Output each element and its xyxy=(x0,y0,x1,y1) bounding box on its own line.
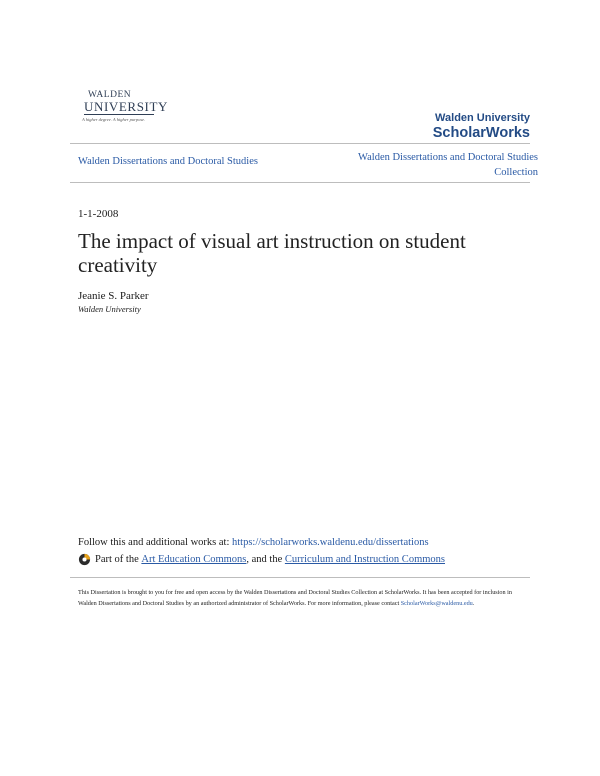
logo-rule xyxy=(84,114,154,115)
curriculum-instruction-commons-link[interactable]: Curriculum and Instruction Commons xyxy=(284,554,445,565)
part-of-middle: , and the xyxy=(246,554,283,565)
collection-link-right-line1[interactable]: Walden Dissertations and Doctoral Studies xyxy=(358,152,538,163)
logo-walden-text: WALDEN xyxy=(88,90,132,100)
commons-network-icon xyxy=(78,553,91,566)
notice-divider xyxy=(70,577,530,578)
contact-email-link[interactable]: ScholarWorks@waldenu.edu xyxy=(400,600,473,607)
notice-text-end: . xyxy=(472,600,475,607)
repository-name-line1: Walden University xyxy=(435,112,530,124)
collection-link-right[interactable] xyxy=(358,150,538,180)
header-divider-top xyxy=(70,143,530,144)
part-of-line xyxy=(78,553,445,566)
follow-prefix: Follow this and additional works at: xyxy=(78,537,232,548)
logo-tagline: A higher degree. A higher purpose. xyxy=(82,117,146,122)
repository-name-line2: ScholarWorks xyxy=(432,125,530,141)
author-affiliation: Walden University xyxy=(78,304,141,314)
part-of-prefix: Part of the xyxy=(95,554,139,565)
walden-university-logo xyxy=(82,90,168,124)
art-education-commons-link[interactable]: Art Education Commons xyxy=(141,554,247,565)
header-divider-bottom xyxy=(70,182,530,183)
author-name: Jeanie S. Parker xyxy=(78,290,149,302)
access-notice xyxy=(78,587,528,609)
logo-university-text: UNIVERSITY xyxy=(84,99,168,114)
publication-date: 1-1-2008 xyxy=(78,208,119,220)
collection-link-left[interactable]: Walden Dissertations and Doctoral Studies xyxy=(78,156,258,167)
follow-url-link[interactable]: https://scholarworks.waldenu.edu/dissertations xyxy=(232,537,429,548)
collection-link-right-line2[interactable]: Collection xyxy=(494,167,538,178)
follow-line xyxy=(78,537,429,548)
notice-text: This Dissertation is brought to you for free and open access by the Walden Dissertations and Doctoral Studies Collection at ScholarWorks. It has been accepted for inclusion in Walden Dissertations and Doctoral Studies by an authorized administrator of ScholarWorks. For more information, please contact xyxy=(78,589,512,607)
repository-name[interactable] xyxy=(433,112,530,142)
document-title: The impact of visual art instruction on student creativity xyxy=(78,229,466,277)
